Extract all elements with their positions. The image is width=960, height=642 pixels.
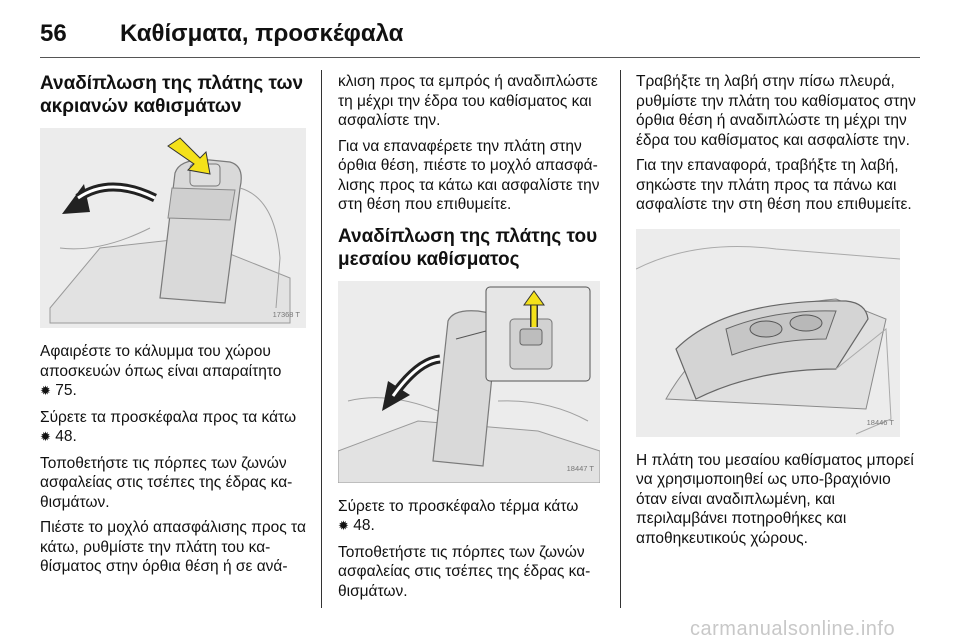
paragraph: Τοποθετήστε τις πόρπες των ζωνών ασφαλείας στις τσέπες της έδρας κα-θισμάτων. xyxy=(338,543,591,600)
paragraph-text: Σύρετε το προσκέφαλο τέρμα κάτω xyxy=(338,497,579,515)
header-rule xyxy=(40,57,920,58)
figure-code: 18447 T xyxy=(566,464,594,473)
paragraph: Τοποθετήστε τις πόρπες των ζωνών ασφαλείας στις τσέπες της έδρας κα-θισμάτων. xyxy=(40,454,293,511)
column-divider-2 xyxy=(620,70,621,608)
armrest-illustration xyxy=(636,229,900,437)
paragraph: Πιέστε το μοχλό απασφάλισης προς τα κάτω, ρυθμίστε την πλάτη του κα-θίσματος στην όρθια θέση ή σε ανά- xyxy=(40,519,306,575)
reference-page[interactable]: 48. xyxy=(55,428,77,445)
column-3 xyxy=(636,72,920,554)
middle-seat-illustration xyxy=(338,281,600,483)
paragraph xyxy=(338,497,604,537)
reference-icon: ✹ xyxy=(338,519,349,534)
paragraph: Η πλάτη του μεσαίου καθίσματος μπορεί να χρησιμοποιηθεί ως υπο-βραχιόνιο όταν είναι αναδιπλωμένη, και περιλαμβάνει ποτηροθήκες και αποθηκευτικούς χώρους. xyxy=(636,451,914,547)
outer-seat-illustration xyxy=(40,128,306,328)
column-1 xyxy=(40,72,310,583)
heading-outer-seats: Αναδίπλωση της πλάτης των ακριανών καθισμάτων xyxy=(40,73,304,117)
paragraph xyxy=(40,342,310,402)
paragraph-text: Αφαιρέστε το κάλυμμα του χώρου αποσκευών όπως είναι απαραίτητο xyxy=(40,343,282,380)
paragraph: Για να επαναφέρετε την πλάτη στην όρθια θέση, πιέστε το μοχλό απασφά-λισης προς τα κάτω και ασφαλίστε την στη θέση που επιθυμείτε. xyxy=(338,137,600,213)
column-divider-1 xyxy=(321,70,322,608)
figure-code: 17368 T xyxy=(272,309,300,319)
reference-page[interactable]: 75. xyxy=(55,382,77,399)
figure-outer-seat-fold xyxy=(40,128,306,328)
page-number: 56 xyxy=(40,20,67,47)
paragraph: Τραβήξτε τη λαβή στην πίσω πλευρά, ρυθμίστε την πλάτη του καθίσματος στην όρθια θέση ή αναδιπλώστε τη μέχρι την έδρα του καθίσματος και ασφαλίστε την. xyxy=(636,73,916,149)
heading-middle-seat: Αναδίπλωση της πλάτης του μεσαίου καθίσματος xyxy=(338,225,598,270)
paragraph: Για την επαναφορά, τραβήξτε τη λαβή, σηκώστε την πλάτη προς τα πάνω και ασφαλίστε την στη θέση που επιθυμείτε. xyxy=(636,157,912,213)
reference-page[interactable]: 48. xyxy=(353,517,375,534)
figure-code: 18446 T xyxy=(866,418,894,427)
paragraph xyxy=(40,408,310,448)
paragraph-text: Σύρετε τα προσκέφαλα προς τα κάτω xyxy=(40,408,297,426)
figure-middle-seat-fold xyxy=(338,281,600,483)
reference-icon: ✹ xyxy=(40,384,51,399)
reference-icon: ✹ xyxy=(40,430,51,445)
figure-armrest xyxy=(636,229,900,437)
paragraph: κλιση προς τα εμπρός ή αναδιπλώστε τη μέχρι την έδρα του καθίσματος και ασφαλίστε την. xyxy=(338,73,598,129)
section-title: Καθίσματα, προσκέφαλα xyxy=(120,20,404,47)
watermark: carmanualsonline.info xyxy=(690,618,896,640)
page-header xyxy=(40,14,920,54)
column-2 xyxy=(338,72,604,607)
